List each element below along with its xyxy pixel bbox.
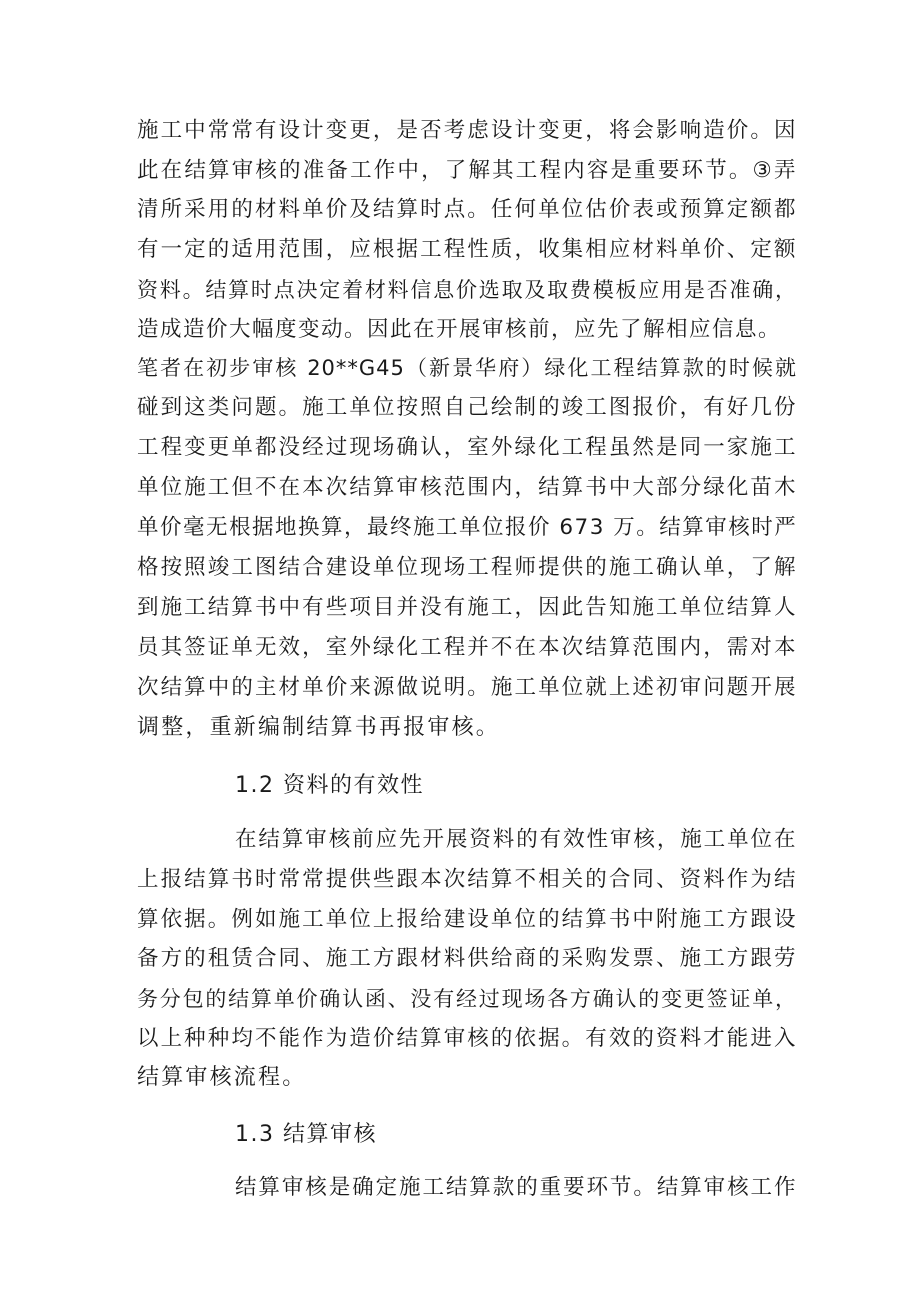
text-line: 此在结算审核的准备工作中，了解其工程内容是重要环节。③弄 bbox=[137, 158, 797, 183]
text-line: 结算审核流程。 bbox=[137, 1065, 307, 1090]
text-line: 结算审核是确定施工结算款的重要环节。结算审核工作 bbox=[235, 1175, 797, 1200]
text-line: 单位施工但不在本次结算审核范围内，结算书中大部分绿化苗木 bbox=[137, 475, 797, 500]
text-line: 单价毫无根据地换算，最终施工单位报价 673 万。结算审核时严 bbox=[137, 515, 798, 540]
text-line: 碰到这类问题。施工单位按照自己绘制的竣工图报价，有好几份 bbox=[137, 395, 797, 420]
text-line: 有一定的适用范围，应根据工程性质，收集相应材料单价、定额 bbox=[137, 237, 797, 262]
text-line: 施工中常常有设计变更，是否考虑设计变更，将会影响造价。因 bbox=[137, 118, 797, 143]
text-line: 务分包的结算单价确认函、没有经过现场各方确认的变更签证单， bbox=[137, 987, 797, 1011]
text-line: 清所采用的材料单价及结算时点。任何单位估价表或预算定额都 bbox=[137, 197, 797, 222]
text-line: 资料。结算时点决定着材料信息价选取及取费模板应用是否准确， bbox=[137, 278, 797, 302]
text-line: 造成造价大幅度变动。因此在开展审核前，应先了解相应信息。 bbox=[137, 317, 782, 342]
text-line: 调整，重新编制结算书再报审核。 bbox=[137, 715, 501, 740]
text-line: 备方的租赁合同、施工方跟材料供给商的采购发票、施工方跟劳 bbox=[137, 946, 797, 971]
text-line: 算依据。例如施工单位上报给建设单位的结算书中附施工方跟设 bbox=[137, 907, 797, 932]
text-line: 在结算审核前应先开展资料的有效性审核，施工单位在 bbox=[235, 827, 797, 852]
text-line: 上报结算书时常常提供些跟本次结算不相关的合同、资料作为结 bbox=[137, 867, 797, 892]
text-line: 笔者在初步审核 20**G45（新景华府）绿化工程结算款的时候就 bbox=[137, 356, 797, 380]
text-line: 工程变更单都没经过现场确认，室外绿化工程虽然是同一家施工 bbox=[137, 435, 797, 460]
text-line: 以上种种均不能作为造价结算审核的依据。有效的资料才能进入 bbox=[137, 1026, 797, 1051]
text-line: 次结算中的主材单价来源做说明。施工单位就上述初审问题开展 bbox=[137, 675, 797, 700]
section-heading: 1.2 资料的有效性 bbox=[235, 773, 424, 798]
text-line: 到施工结算书中有些项目并没有施工，因此告知施工单位结算人 bbox=[137, 595, 797, 620]
text-line: 格按照竣工图结合建设单位现场工程师提供的施工确认单，了解 bbox=[137, 555, 797, 580]
text-line: 员其签证单无效，室外绿化工程并不在本次结算范围内，需对本 bbox=[137, 635, 797, 660]
section-heading: 1.3 结算审核 bbox=[235, 1122, 377, 1147]
